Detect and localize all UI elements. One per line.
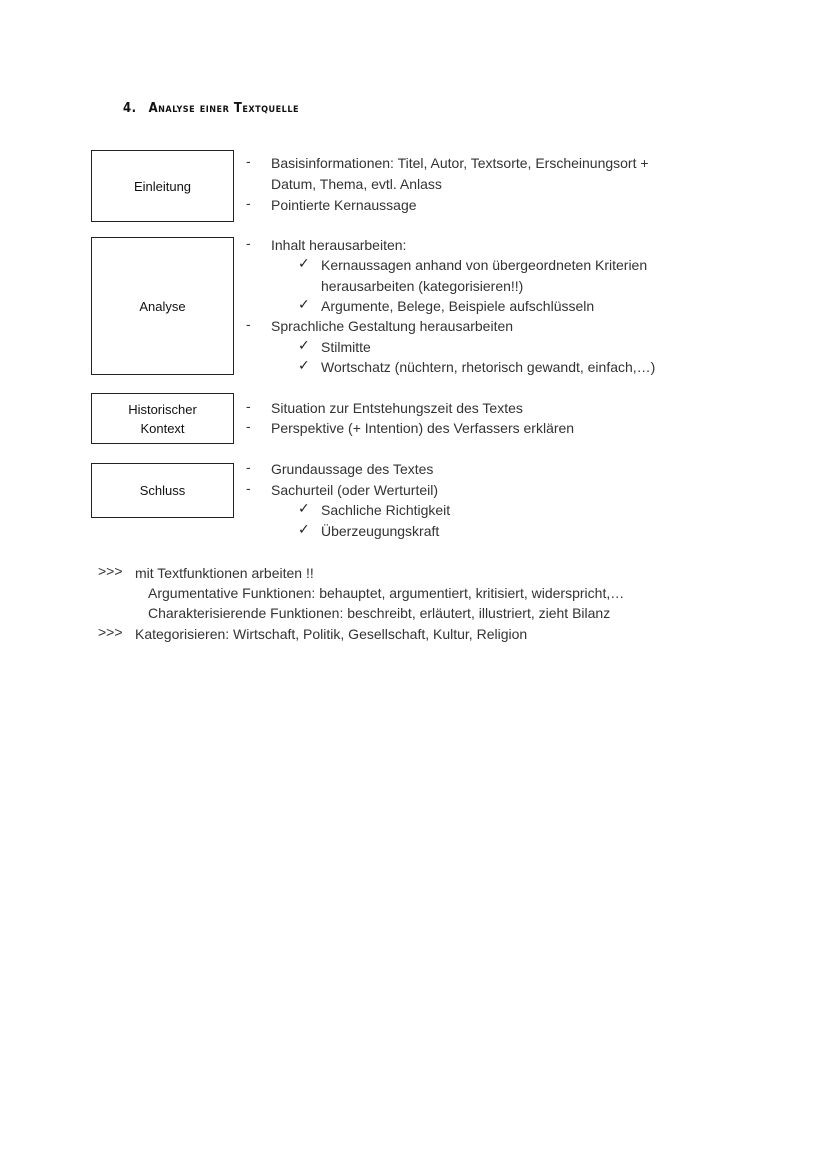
dash-bullet: -: [246, 418, 251, 434]
check-icon: ✓: [298, 357, 310, 373]
einleitung-line: Basisinformationen: Titel, Autor, Textsorte, Erscheinungsort +: [271, 155, 649, 171]
note-line: Argumentative Funktionen: behauptet, argumentiert, kritisiert, widerspricht,…: [148, 585, 625, 601]
dash-bullet: -: [246, 316, 251, 332]
note-line: Kategorisieren: Wirtschaft, Politik, Gesellschaft, Kultur, Religion: [135, 626, 528, 642]
section-box-kontext: [91, 393, 234, 444]
note-line: Charakterisierende Funktionen: beschreibt, erläutert, illustriert, zieht Bilanz: [148, 605, 611, 621]
analyse-line: herausarbeiten (kategorisieren!!): [321, 278, 524, 294]
check-icon: ✓: [298, 296, 310, 312]
analyse-line: Wortschatz (nüchtern, rhetorisch gewandt, einfach,…): [321, 359, 656, 375]
section-label-schluss: Schluss: [139, 483, 186, 498]
schluss-line: Sachurteil (oder Werturteil): [271, 482, 439, 498]
analyse-line: Sprachliche Gestaltung herausarbeiten: [271, 318, 514, 334]
analyse-line: Kernaussagen anhand von übergeordneten Kriterien: [321, 257, 648, 273]
analyse-line: Inhalt herausarbeiten:: [271, 237, 407, 253]
heading-number: 4.: [123, 101, 137, 116]
einleitung-line: Pointierte Kernaussage: [271, 197, 417, 213]
dash-bullet: -: [246, 235, 251, 251]
einleitung-line: Datum, Thema, evtl. Anlass: [271, 176, 442, 192]
note-line: mit Textfunktionen arbeiten !!: [135, 565, 314, 581]
analyse-line: Stilmitte: [321, 339, 371, 355]
page-heading: [123, 101, 299, 116]
schluss-line: Grundaussage des Textes: [271, 461, 434, 477]
section-label-analyse: Analyse: [139, 298, 186, 314]
section-label-kontext-1: Historischer: [128, 401, 197, 417]
section-box-analyse: [91, 237, 234, 375]
analyse-line: Argumente, Belege, Beispiele aufschlüsseln: [321, 298, 595, 314]
schluss-line: Überzeugungskraft: [321, 523, 440, 539]
dash-bullet: -: [246, 398, 251, 414]
check-icon: ✓: [298, 337, 310, 353]
section-box-schluss: [91, 463, 234, 518]
arrow-marker: >>>: [98, 563, 123, 579]
dash-bullet: -: [246, 480, 251, 496]
dash-bullet: -: [246, 195, 251, 211]
kontext-line: Situation zur Entstehungszeit des Textes: [271, 400, 523, 416]
dash-bullet: -: [246, 153, 251, 169]
section-label-einleitung: Einleitung: [133, 178, 192, 194]
dash-bullet: -: [246, 459, 251, 475]
schluss-line: Sachliche Richtigkeit: [321, 502, 451, 518]
section-label-kontext-2: Kontext: [140, 420, 185, 436]
kontext-line: Perspektive (+ Intention) des Verfassers erklären: [271, 420, 575, 436]
check-icon: ✓: [298, 521, 310, 537]
heading-title: Analyse einer Textquelle: [148, 101, 300, 116]
section-box-einleitung: [91, 150, 234, 222]
arrow-marker: >>>: [98, 624, 123, 640]
check-icon: ✓: [298, 500, 310, 516]
check-icon: ✓: [298, 255, 310, 271]
